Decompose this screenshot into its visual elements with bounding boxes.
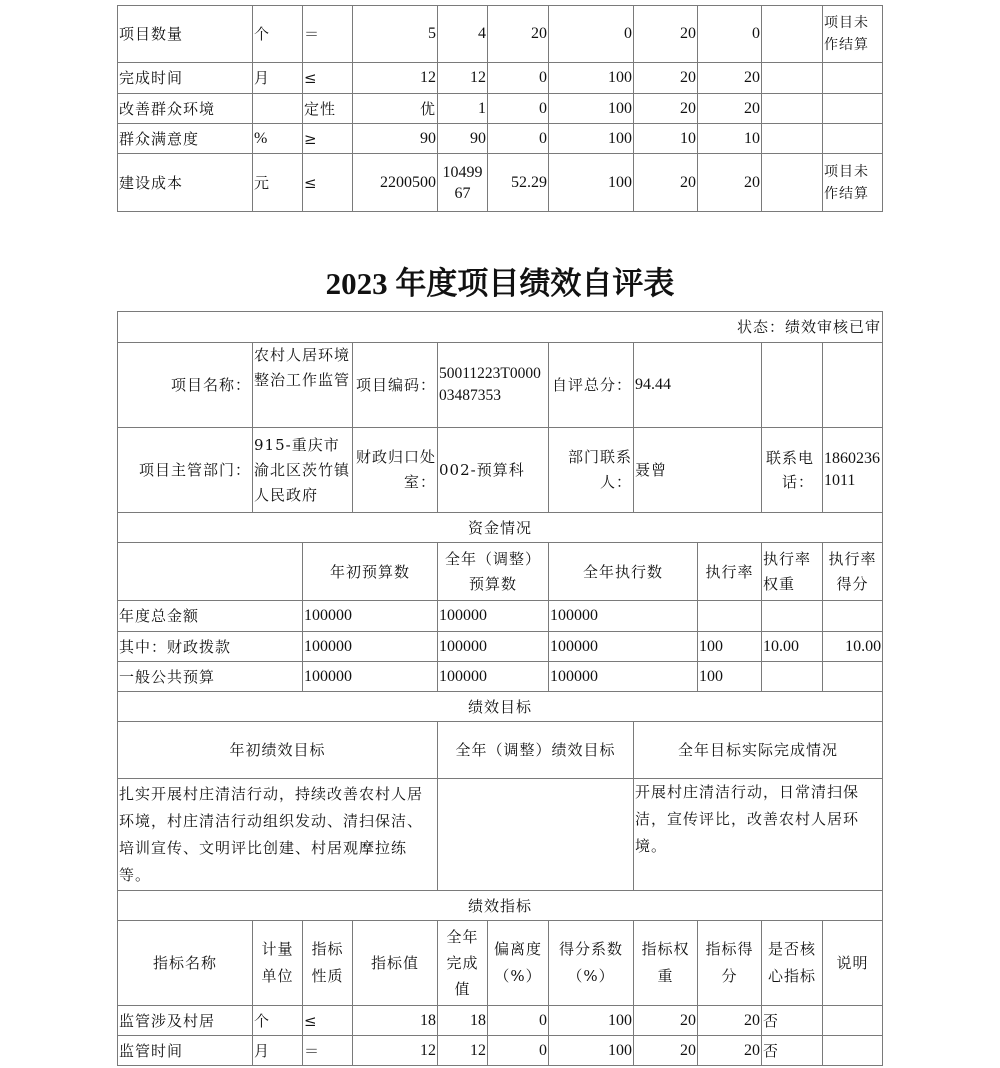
indicator-unit: %: [253, 124, 303, 154]
indicator-core: [762, 63, 823, 94]
indicator-deviation: 0: [488, 63, 549, 94]
indicator-note: [823, 1006, 883, 1036]
project-name: 农村人居环境整治工作监管: [253, 343, 353, 428]
indicator-target: 18: [353, 1006, 438, 1036]
indicator-target: 5: [353, 6, 438, 63]
indicator-unit: [253, 94, 303, 124]
ind-header-note: 说明: [823, 921, 883, 1006]
funds-row-label: 一般公共预算: [118, 662, 303, 692]
indicator-name: 改善群众环境: [118, 94, 253, 124]
goals-header-adjusted: 全年（调整）绩效目标: [438, 722, 634, 779]
indicator-weight: 20: [634, 6, 698, 63]
funds-adjusted: 100000: [438, 662, 549, 692]
indicator-actual: 12: [438, 1036, 488, 1066]
indicator-nature: ≥: [303, 124, 353, 154]
funds-weight: 10.00: [762, 632, 823, 662]
indicator-unit: 月: [253, 1036, 303, 1066]
ind-header-target: 指标值: [353, 921, 438, 1006]
table-row: [118, 662, 883, 692]
indicator-core: 否: [762, 1036, 823, 1066]
project-code: 50011223T000003487353: [438, 343, 549, 428]
indicator-target: 90: [353, 124, 438, 154]
indicator-core: [762, 124, 823, 154]
indicator-name: 监管涉及村居: [118, 1006, 253, 1036]
funds-header-adjusted: 全年（调整）预算数: [438, 543, 549, 601]
indicator-weight: 20: [634, 1036, 698, 1066]
indicator-core: [762, 6, 823, 63]
goals-header-initial: 年初绩效目标: [118, 722, 438, 779]
indicator-score: 20: [698, 1036, 762, 1066]
project-name-label: 项目名称：: [118, 343, 253, 428]
indicator-coef: 100: [549, 63, 634, 94]
indicator-target: 12: [353, 1036, 438, 1066]
project-code-label: 项目编码：: [353, 343, 438, 428]
goals-header-actual: 全年目标实际完成情况: [634, 722, 883, 779]
indicator-deviation: 0: [488, 94, 549, 124]
funds-header-initial: 年初预算数: [303, 543, 438, 601]
table-row: [118, 94, 883, 124]
contact-label: 部门联系人：: [549, 428, 634, 513]
indicator-nature: 定性: [303, 94, 353, 124]
table-row: [118, 601, 883, 632]
indicator-unit: 月: [253, 63, 303, 94]
indicator-weight: 20: [634, 154, 698, 212]
goals-initial-text: 扎实开展村庄清洁行动，持续改善农村人居环境，村庄清洁行动组织发动、清扫保洁、培训宣传、文明评比创建、村居观摩拉练等。: [118, 779, 438, 891]
indicator-weight: 20: [634, 63, 698, 94]
funds-initial: 100000: [303, 632, 438, 662]
empty-cell: [823, 343, 883, 428]
dept: 915-重庆市渝北区茨竹镇人民政府: [253, 428, 353, 513]
indicator-coef: 100: [549, 94, 634, 124]
indicator-score: 20: [698, 94, 762, 124]
indicator-coef: 100: [549, 154, 634, 212]
indicator-name: 建设成本: [118, 154, 253, 212]
indicator-actual: 12: [438, 63, 488, 94]
funds-header-score: 执行率得分: [823, 543, 883, 601]
table-row: [118, 63, 883, 94]
indicator-score: 20: [698, 154, 762, 212]
funds-rate: 100: [698, 632, 762, 662]
funds-score: 10.00: [823, 632, 883, 662]
funds-score: [823, 662, 883, 692]
indicator-core: [762, 154, 823, 212]
indicator-note: [823, 94, 883, 124]
indicator-target: 优: [353, 94, 438, 124]
funds-weight: [762, 601, 823, 632]
indicator-unit: 个: [253, 1006, 303, 1036]
indicator-deviation: 20: [488, 6, 549, 63]
indicator-actual: 4: [438, 6, 488, 63]
indicator-nature: ＝: [303, 6, 353, 63]
funds-rate: 100: [698, 662, 762, 692]
self-evaluation-table: [117, 311, 883, 1066]
funds-row-label: 年度总金额: [118, 601, 303, 632]
indicator-nature: ≤: [303, 1006, 353, 1036]
indicator-target: 12: [353, 63, 438, 94]
funds-rate: [698, 601, 762, 632]
indicator-unit: 个: [253, 6, 303, 63]
goals-section-title: 绩效目标: [118, 692, 883, 722]
finance-office-label: 财政归口处室：: [353, 428, 438, 513]
indicator-note: 项目未作结算: [823, 6, 883, 63]
indicator-unit: 元: [253, 154, 303, 212]
ind-header-core: 是否核心指标: [762, 921, 823, 1006]
indicator-coef: 100: [549, 1006, 634, 1036]
table-row: [118, 6, 883, 63]
funds-header-weight: 执行率权重: [762, 543, 823, 601]
indicator-actual: 1049967: [438, 154, 488, 212]
indicator-name: 项目数量: [118, 6, 253, 63]
indicator-weight: 10: [634, 124, 698, 154]
indicator-coef: 0: [549, 6, 634, 63]
indicator-nature: ≤: [303, 154, 353, 212]
page-title: 2023 年度项目绩效自评表: [325, 266, 675, 301]
indicator-note: [823, 63, 883, 94]
indicator-actual: 1: [438, 94, 488, 124]
ind-header-unit: 计量单位: [253, 921, 303, 1006]
self-score-label: 自评总分：: [549, 343, 634, 428]
funds-row-label: 其中：财政拨款: [118, 632, 303, 662]
indicator-target: 2200500: [353, 154, 438, 212]
indicator-score: 20: [698, 1006, 762, 1036]
funds-weight: [762, 662, 823, 692]
phone: 18602361011: [823, 428, 883, 513]
indicator-nature: ≤: [303, 63, 353, 94]
ind-header-actual: 全年完成值: [438, 921, 488, 1006]
indicator-score: 0: [698, 6, 762, 63]
ind-header-weight: 指标权重: [634, 921, 698, 1006]
indicator-score: 10: [698, 124, 762, 154]
indicator-deviation: 0: [488, 1006, 549, 1036]
goals-actual-text: 开展村庄清洁行动，日常清扫保洁，宣传评比，改善农村人居环境。: [634, 779, 883, 891]
contact: 聂曾: [634, 428, 762, 513]
indicator-nature: ＝: [303, 1036, 353, 1066]
indicator-actual: 90: [438, 124, 488, 154]
phone-label: 联系电话：: [762, 428, 823, 513]
indicator-deviation: 0: [488, 1036, 549, 1066]
table-row: [118, 154, 883, 212]
indicator-name: 完成时间: [118, 63, 253, 94]
indicator-actual: 18: [438, 1006, 488, 1036]
self-score: 94.44: [634, 343, 762, 428]
funds-executed: 100000: [549, 601, 698, 632]
indicator-core: [762, 94, 823, 124]
indicator-name: 群众满意度: [118, 124, 253, 154]
table-row: [118, 124, 883, 154]
goals-adjusted-text: [438, 779, 634, 891]
dept-label: 项目主管部门：: [118, 428, 253, 513]
indicator-table-continued: [117, 5, 883, 212]
indicators-section-title: 绩效指标: [118, 891, 883, 921]
indicator-note: 项目未作结算: [823, 154, 883, 212]
ind-header-score: 指标得分: [698, 921, 762, 1006]
funds-executed: 100000: [549, 632, 698, 662]
funds-adjusted: 100000: [438, 632, 549, 662]
funds-executed: 100000: [549, 662, 698, 692]
indicator-weight: 20: [634, 1006, 698, 1036]
indicator-coef: 100: [549, 1036, 634, 1066]
indicator-score: 20: [698, 63, 762, 94]
table-row: [118, 632, 883, 662]
table-row: [118, 1036, 883, 1066]
indicator-deviation: 0: [488, 124, 549, 154]
indicator-coef: 100: [549, 124, 634, 154]
indicator-core: 否: [762, 1006, 823, 1036]
indicator-weight: 20: [634, 94, 698, 124]
funds-header-executed: 全年执行数: [549, 543, 698, 601]
indicator-deviation: 52.29: [488, 154, 549, 212]
funds-initial: 100000: [303, 601, 438, 632]
indicator-name: 监管时间: [118, 1036, 253, 1066]
ind-header-nature: 指标性质: [303, 921, 353, 1006]
table-row: [118, 1006, 883, 1036]
empty-cell: [762, 343, 823, 428]
funds-header-blank: [118, 543, 303, 601]
status-text: 状态：绩效审核已审: [118, 312, 883, 343]
indicator-note: [823, 124, 883, 154]
funds-initial: 100000: [303, 662, 438, 692]
finance-office: 002-预算科: [438, 428, 549, 513]
funds-score: [823, 601, 883, 632]
ind-header-deviation: 偏离度（%）: [488, 921, 549, 1006]
funds-header-rate: 执行率: [698, 543, 762, 601]
funds-adjusted: 100000: [438, 601, 549, 632]
indicator-note: [823, 1036, 883, 1066]
ind-header-name: 指标名称: [118, 921, 253, 1006]
ind-header-coef: 得分系数（%）: [549, 921, 634, 1006]
funds-section-title: 资金情况: [118, 513, 883, 543]
